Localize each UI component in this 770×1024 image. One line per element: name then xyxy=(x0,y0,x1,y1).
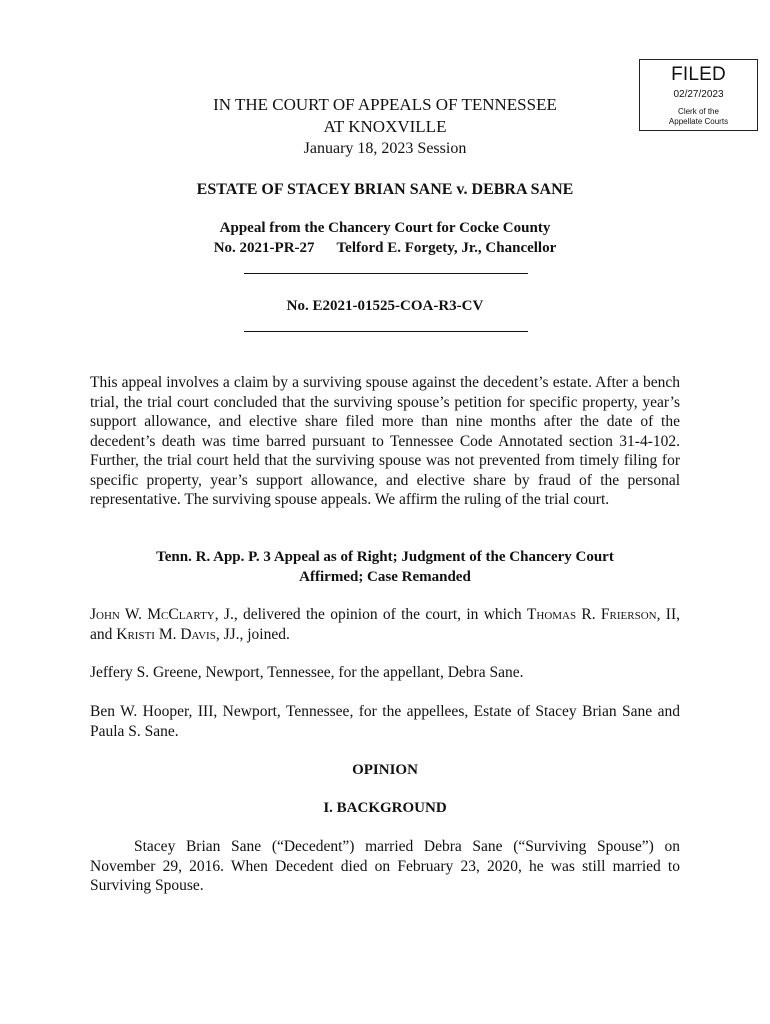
author-suffix: , J., delivered the opinion of the court, in which xyxy=(214,606,527,623)
lower-court-number: No. 2021-PR-27 xyxy=(213,240,315,256)
lower-court-line xyxy=(0,239,770,258)
case-summary: This appeal involves a claim by a surviving spouse against the decedent’s estate. After a bench trial, the trial court concluded that the surviving spouse’s petition for specific property, year’s support allowance, and elective share filed more than nine months after the date of the decedent’s death was time barred pursuant to Tennessee Code Annotated section 31-4-102. Further, the trial court held that the surviving spouse was not prevented from timely filing for specific property, year’s support allowance, and elective share by fraud of the personal representative. The surviving spouse appeals. We affirm the ruling of the trial court. xyxy=(90,374,680,508)
author-judge: John W. McClarty xyxy=(90,606,215,623)
section-heading: I. BACKGROUND xyxy=(323,800,447,816)
chancellor-name: Telford E. Forgety, Jr., Chancellor xyxy=(336,240,557,256)
joined-suffix-1: , II, and xyxy=(90,606,680,643)
stamp-title: FILED xyxy=(671,64,726,85)
body-paragraph: Stacey Brian Sane (“Decedent”) married Debra Sane (“Surviving Spouse”) on November 29, 2016. When Decedent died on February 23, 2020, he was still married to Surviving Spouse. xyxy=(90,838,680,894)
joined-judge-1: Thomas R. Frierson xyxy=(526,606,657,623)
divider-bottom xyxy=(244,331,528,332)
joined-judge-2: Kristi M. Davis xyxy=(116,625,216,643)
holding xyxy=(90,548,680,587)
stamp-date: 02/27/2023 xyxy=(673,89,724,100)
opinion-heading: OPINION xyxy=(352,762,418,778)
counsel-appellant: Jeffery S. Greene, Newport, Tennessee, for the appellant, Debra Sane. xyxy=(90,664,524,681)
stamp-clerk-line: Clerk of the xyxy=(678,107,719,116)
holding-line-1: Tenn. R. App. P. 3 Appeal as of Right; Judgment of the Chancery Court xyxy=(156,549,614,565)
appeal-from: Appeal from the Chancery Court for Cocke County xyxy=(219,220,551,236)
docket-number: No. E2021-01525-COA-R3-CV xyxy=(286,298,484,314)
judges-statement xyxy=(90,605,680,644)
divider-top xyxy=(244,273,528,274)
counsel-appellees: Ben W. Hooper, III, Newport, Tennessee, for the appellees, Estate of Stacey Brian Sane and Paula S. Sane. xyxy=(90,703,680,740)
court-location: AT KNOXVILLE xyxy=(323,117,447,136)
holding-line-2: Affirmed; Case Remanded xyxy=(299,568,471,585)
session-date: January 18, 2023 Session xyxy=(303,140,467,157)
joined-suffix-2: , JJ., joined. xyxy=(215,625,290,643)
court-name: IN THE COURT OF APPEALS OF TENNESSEE xyxy=(213,95,557,114)
stamp-courts-line: Appellate Courts xyxy=(668,117,729,126)
case-title: ESTATE OF STACEY BRIAN SANE v. DEBRA SANE xyxy=(196,181,574,198)
